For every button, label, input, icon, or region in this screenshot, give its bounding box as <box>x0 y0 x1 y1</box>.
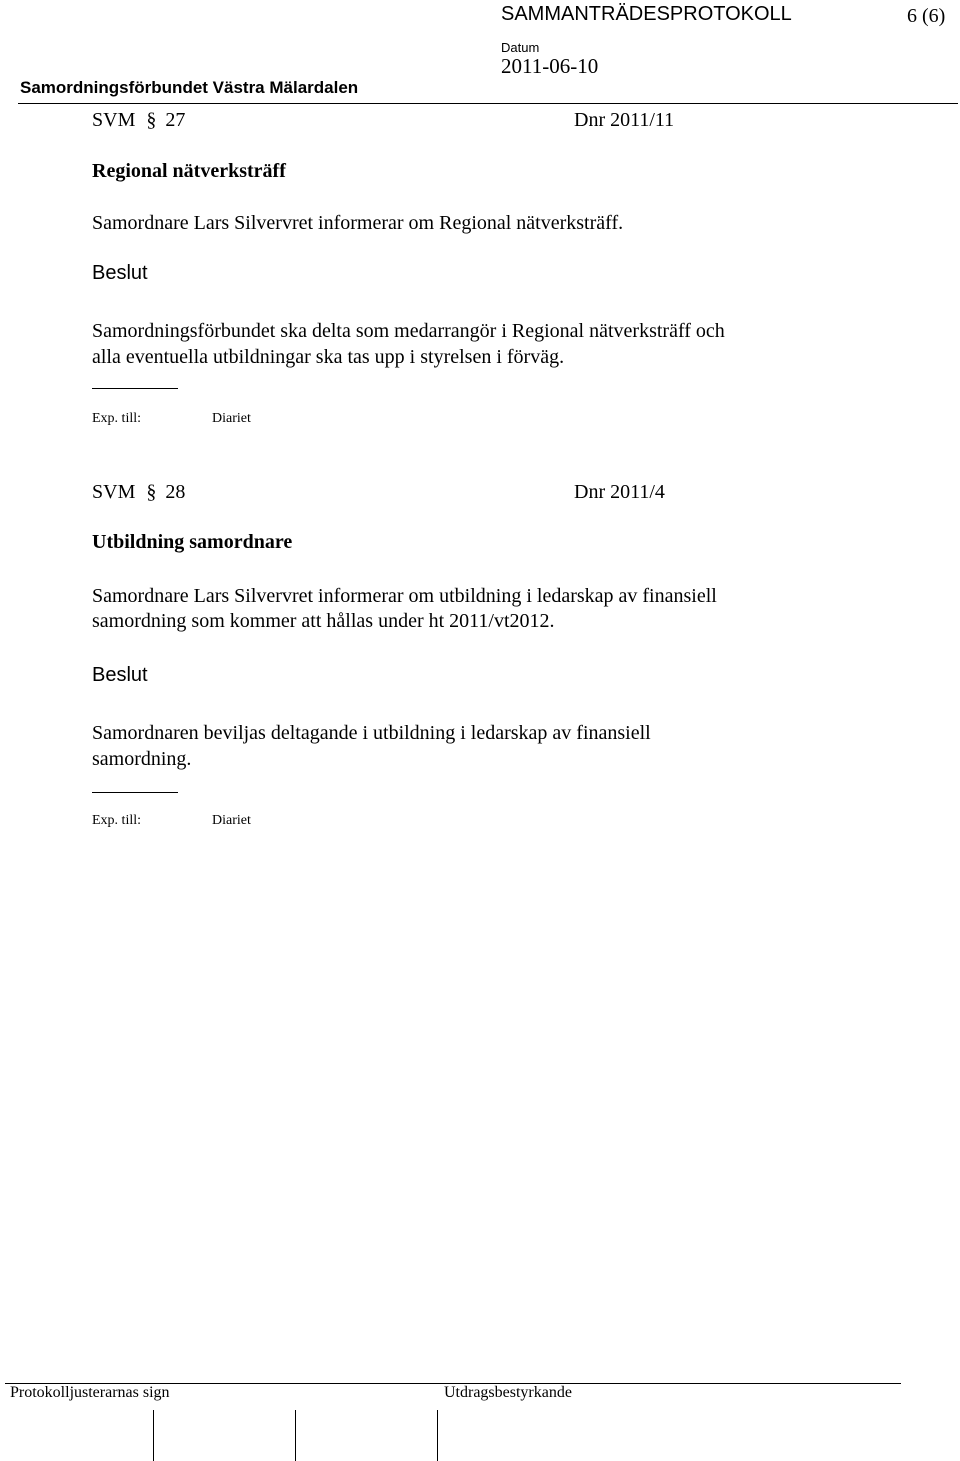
section-number: 27 <box>165 109 186 131</box>
section-28-beslut-line-2: samordning. <box>92 748 192 770</box>
section-27-beslut-line-2: alla eventuella utbildningar ska tas upp i styrelsen i förväg. <box>92 346 565 368</box>
section-28-beslut-label: Beslut <box>92 664 148 686</box>
section-prefix: SVM <box>92 109 136 131</box>
page-number: 6 (6) <box>907 5 946 27</box>
section-number: 28 <box>165 481 186 503</box>
organization-name: Samordningsförbundet Västra Mälardalen <box>20 78 359 97</box>
date-label: Datum <box>501 40 540 55</box>
section-27-dnr: Dnr 2011/11 <box>574 109 675 131</box>
header-divider <box>18 103 958 104</box>
section-28-rule <box>92 792 178 793</box>
section-28-exp-label: Exp. till: <box>92 813 141 828</box>
signature-box-line <box>295 1410 296 1461</box>
section-27-beslut-line-1: Samordningsförbundet ska delta som medarrangör i Regional nätverksträff och <box>92 320 725 342</box>
section-28-heading <box>92 481 185 504</box>
section-27-exp-label: Exp. till: <box>92 411 141 426</box>
date-value: 2011-06-10 <box>501 54 599 78</box>
section-27-text: Samordnare Lars Silvervret informerar om Regional nätverksträff. <box>92 212 624 234</box>
document-type: SAMMANTRÄDESPROTOKOLL <box>501 3 792 25</box>
section-prefix: SVM <box>92 481 136 503</box>
certification-label: Utdragsbestyrkande <box>444 1384 572 1401</box>
section-27-exp-value: Diariet <box>212 411 251 426</box>
section-symbol: § <box>146 109 157 131</box>
section-28-text-line-2: samordning som kommer att hållas under ht 2011/vt2012. <box>92 610 555 632</box>
signature-box-line <box>153 1410 154 1461</box>
section-28-dnr: Dnr 2011/4 <box>574 481 665 503</box>
section-28-exp-value: Diariet <box>212 813 251 828</box>
section-28-text-line-1: Samordnare Lars Silvervret informerar om utbildning i ledarskap av finansiell <box>92 585 717 607</box>
section-28-beslut-line-1: Samordnaren beviljas deltagande i utbildning i ledarskap av finansiell <box>92 722 651 744</box>
section-28-title: Utbildning samordnare <box>92 531 293 553</box>
signature-label: Protokolljusterarnas sign <box>10 1384 170 1401</box>
section-27-beslut-label: Beslut <box>92 262 148 284</box>
section-27-heading <box>92 109 185 132</box>
signature-box-line <box>437 1410 438 1461</box>
section-27-title: Regional nätverksträff <box>92 160 286 182</box>
section-27-rule <box>92 388 178 389</box>
section-symbol: § <box>146 481 157 503</box>
